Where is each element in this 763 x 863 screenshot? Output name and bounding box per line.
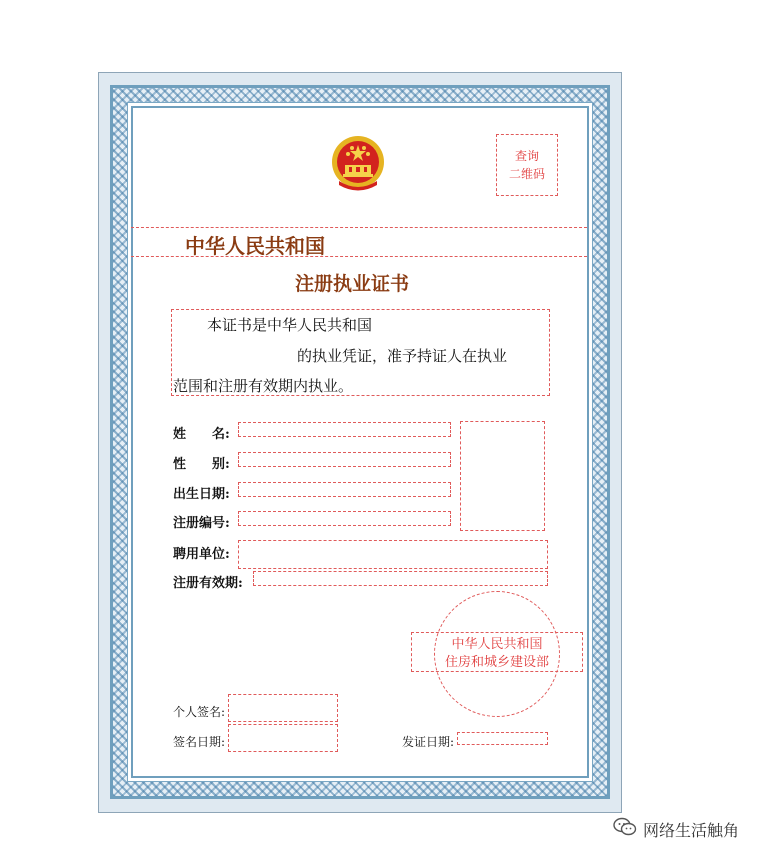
issue-date-label: 发证日期: <box>402 735 455 749</box>
gender-label: 性 别: <box>173 457 230 472</box>
qr-label-line2: 二维码 <box>508 167 545 181</box>
qr-label-line1: 查询 <box>514 149 539 163</box>
statement-line2: 的执业凭证，准予持证人在执业 <box>297 347 508 365</box>
statement-line1: 本证书是中华人民共和国 <box>207 316 373 334</box>
employer-label: 聘用单位: <box>173 547 230 562</box>
name-field[interactable] <box>238 422 451 437</box>
issue-date-field[interactable] <box>457 732 548 745</box>
birth-date-label: 出生日期: <box>173 487 230 502</box>
title-guide-top <box>131 227 587 228</box>
watermark-text: 网络生活触角 <box>642 820 739 840</box>
wechat-icon <box>613 817 637 841</box>
country-title: 中华人民共和国 <box>185 234 325 258</box>
seal-text <box>412 636 582 672</box>
qr-code-box <box>496 134 558 196</box>
registration-number-label: 注册编号: <box>173 516 230 531</box>
employer-field[interactable] <box>238 540 548 569</box>
sign-date-label: 签名日期: <box>173 735 226 749</box>
registration-number-field[interactable] <box>238 511 451 526</box>
national-emblem-icon <box>331 133 385 195</box>
name-label: 姓 名: <box>173 427 230 442</box>
watermark <box>613 817 739 841</box>
validity-field[interactable] <box>253 571 548 586</box>
personal-signature-label: 个人签名: <box>173 705 226 719</box>
sign-date-field[interactable] <box>228 724 338 752</box>
seal-line1: 中华人民共和国 <box>451 637 543 652</box>
certificate-title: 注册执业证书 <box>295 273 410 295</box>
seal-line2: 住房和城乡建设部 <box>444 655 549 670</box>
birth-date-field[interactable] <box>238 482 451 497</box>
photo-box <box>460 421 545 531</box>
gender-field[interactable] <box>238 452 451 467</box>
validity-label: 注册有效期: <box>173 576 243 591</box>
statement-line3: 范围和注册有效期内执业。 <box>173 377 354 395</box>
personal-signature-field[interactable] <box>228 694 338 722</box>
